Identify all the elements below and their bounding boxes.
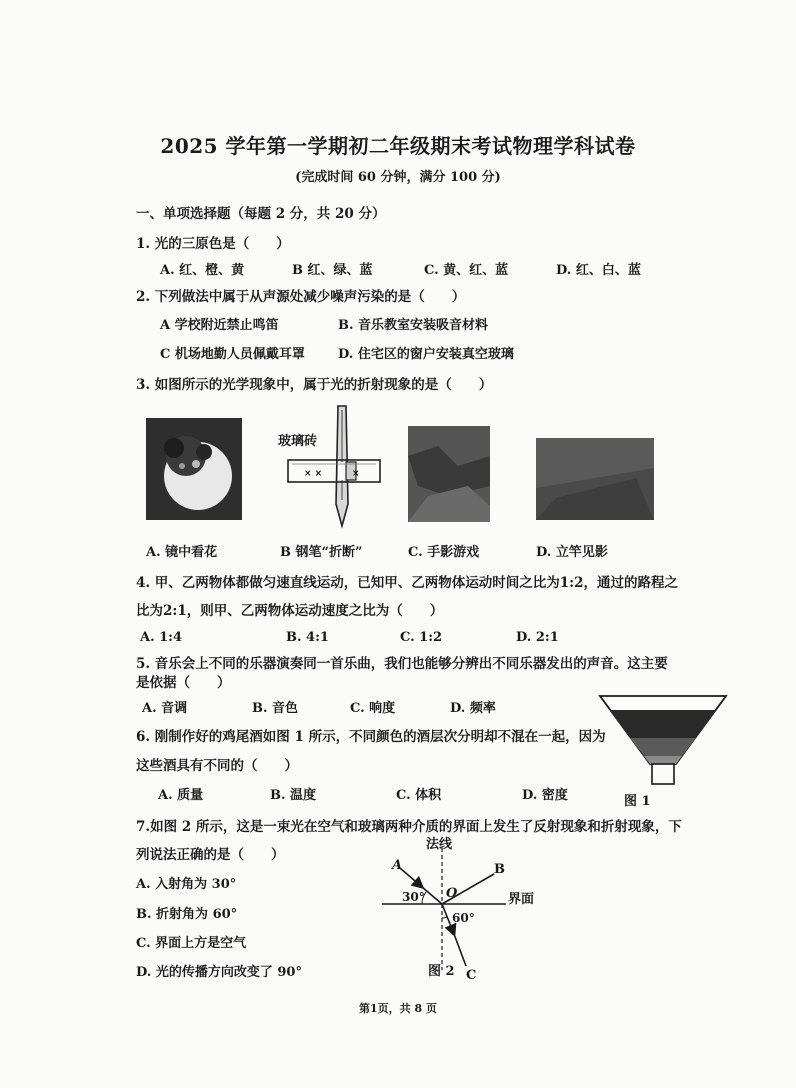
- q3-figure-b: [276, 404, 386, 530]
- question-1-stem: 1. 光的三原色是（ ）: [136, 236, 290, 252]
- question-3-stem: 3. 如图所示的光学现象中，属于光的折射现象的是（ ）: [136, 377, 493, 393]
- q2-option-d: D. 住宅区的窗户安装真空玻璃: [338, 347, 514, 362]
- q4-option-d: D. 2:1: [516, 630, 559, 645]
- interface-label: 界面: [508, 892, 535, 907]
- page-subtitle: (完成时间 60 分钟，满分 100 分): [295, 170, 501, 185]
- q5-option-d: D. 频率: [450, 701, 496, 716]
- mirror-flower-image: [146, 418, 242, 520]
- q6-option-b: B. 温度: [270, 788, 317, 803]
- q3-figure-a-photo: [146, 418, 242, 520]
- q4-option-c: C. 1:2: [400, 630, 443, 645]
- question-2-stem: 2. 下列做法中属于从声源处减少噪声污染的是（ ）: [136, 289, 466, 305]
- q6-option-d: D. 密度: [522, 788, 568, 803]
- q1-option-c: C. 黄、红、蓝: [424, 263, 509, 278]
- question-5-stem-line2: 是依据（ ）: [136, 675, 231, 691]
- hand-shadow-image: [408, 426, 490, 522]
- figure-1-cocktail: [596, 692, 730, 806]
- pen-glass-figure: [276, 404, 386, 530]
- section-heading: 一、单项选择题（每题 2 分，共 20 分）: [136, 206, 386, 222]
- q3-figure-c-photo: [408, 426, 490, 522]
- q7-option-d: D. 光的传播方向改变了 90°: [136, 965, 302, 980]
- point-o-label: O: [446, 886, 458, 901]
- q3-option-d: D. 立竿见影: [536, 545, 608, 560]
- svg-text:×: ×: [352, 469, 360, 479]
- q1-option-a: A. 红、橙、黄: [160, 263, 245, 278]
- q6-option-c: C. 体积: [396, 788, 442, 803]
- page-title: 2025 学年第一学期初二年级期末考试物理学科试卷: [160, 134, 636, 158]
- cocktail-glass-figure: [596, 692, 730, 806]
- point-a-label: A: [392, 858, 403, 873]
- question-5-stem-line1: 5. 音乐会上不同的乐器演奏同一首乐曲，我们也能够分辨出不同乐器发出的声音。这主要: [136, 656, 668, 672]
- refraction-angle-label: 60°: [452, 911, 475, 925]
- point-c-label: C: [466, 968, 477, 983]
- q5-option-a: A. 音调: [142, 701, 188, 716]
- q3-option-b: B 钢笔“折断”: [280, 545, 363, 560]
- q7-option-a: A. 入射角为 30°: [136, 877, 237, 892]
- q4-option-b: B. 4:1: [286, 630, 329, 645]
- question-6-stem-line2: 这些酒具有不同的（ ）: [136, 758, 298, 774]
- question-7-stem-line1: 7.如图 2 所示，这是一束光在空气和玻璃两种介质的界面上发生了反射现象和折射现象，下: [136, 819, 682, 835]
- q2-option-b: B. 音乐教室安装吸音材料: [338, 318, 489, 333]
- figure-2-caption: 图 2: [428, 964, 455, 979]
- refraction-diagram: [370, 830, 550, 986]
- q3-option-a: A. 镜中看花: [146, 545, 218, 560]
- figure-1-caption: 图 1: [624, 794, 651, 809]
- question-6-stem-line1: 6. 刚制作好的鸡尾酒如图 1 所示，不同颜色的酒层次分明却不混在一起，因为: [136, 729, 606, 745]
- figure-2-refraction: [370, 830, 550, 986]
- q3-option-c: C. 手影游戏: [408, 545, 480, 560]
- q2-option-c: C 机场地勤人员佩戴耳罩: [160, 347, 305, 362]
- q6-option-a: A. 质量: [158, 788, 204, 803]
- question-4-stem-line2: 比为2:1，则甲、乙两物体运动速度之比为（ ）: [136, 603, 444, 619]
- question-7-stem-line2: 列说法正确的是（ ）: [136, 847, 285, 863]
- normal-label: 法线: [426, 837, 453, 852]
- q5-option-b: B. 音色: [252, 701, 299, 716]
- q1-option-d: D. 红、白、蓝: [556, 263, 641, 278]
- incident-angle-label: 30°: [402, 890, 425, 904]
- pole-shadow-image: [536, 438, 654, 520]
- q5-option-c: C. 响度: [350, 701, 396, 716]
- svg-text:× ×: × ×: [304, 469, 323, 479]
- q3-figure-d-photo: [536, 438, 654, 520]
- question-4-stem-line1: 4. 甲、乙两物体都做匀速直线运动，已知甲、乙两物体运动时间之比为1:2，通过的路程之: [136, 575, 679, 591]
- glass-brick-label: 玻璃砖: [278, 434, 318, 449]
- q2-option-a: A 学校附近禁止鸣笛: [160, 318, 279, 333]
- q1-option-b: B 红、绿、蓝: [292, 263, 373, 278]
- q7-option-c: C. 界面上方是空气: [136, 936, 247, 951]
- page-footer: 第1页，共 8 页: [359, 1002, 437, 1015]
- q7-option-b: B. 折射角为 60°: [136, 907, 238, 922]
- q4-option-a: A. 1:4: [140, 630, 183, 645]
- point-b-label: B: [494, 862, 505, 877]
